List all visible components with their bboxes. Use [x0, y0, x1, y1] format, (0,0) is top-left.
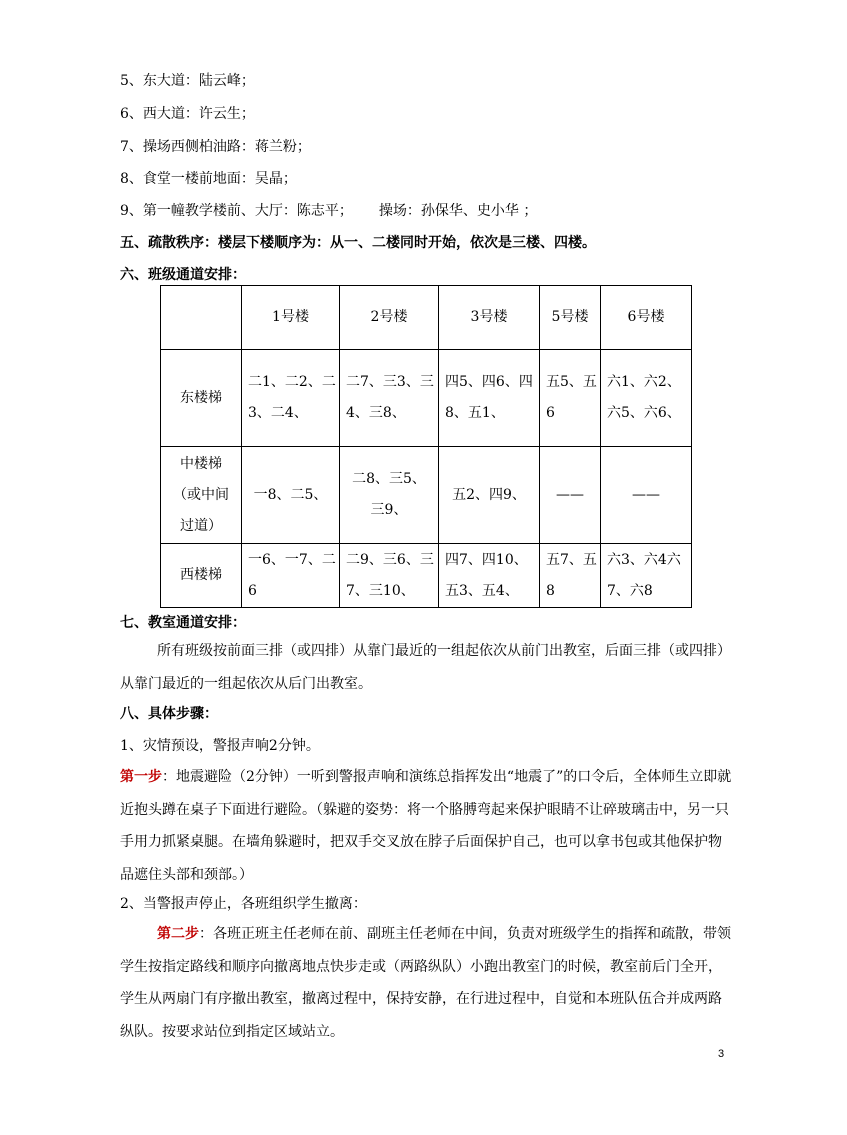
- list-item: 5、东大道：陆云峰；: [120, 73, 255, 89]
- page-number: 3: [718, 1048, 725, 1060]
- class-route-table: [160, 285, 692, 608]
- table-cell: 六3、六4六7、六8: [601, 544, 692, 608]
- table-header-cell: 3号楼: [439, 286, 540, 350]
- table-cell: ——: [601, 447, 692, 544]
- table-cell: 四7、四10、五3、五4、: [439, 544, 540, 608]
- table-header-cell: 2号楼: [340, 286, 439, 350]
- table-header-cell: [161, 286, 242, 350]
- paragraph-classroom-routes: 所有班级按前面三排（或四排）从靠门最近的一组起依次从前门出教室，后面三排（或四排）从靠门最近的一组起依次从后门出教室。: [120, 643, 731, 692]
- table-row: [161, 350, 692, 447]
- heading-steps: 八、具体步骤：: [120, 706, 218, 722]
- table-cell: 四5、四6、四8、五1、: [439, 350, 540, 447]
- step2-paragraph: [120, 918, 735, 1048]
- heading-classroom-routes: 七、教室通道安排：: [120, 615, 246, 631]
- step1-paragraph: [120, 761, 735, 891]
- table-cell: 二1、二2、二3、二4、: [242, 350, 340, 447]
- step2-label: 第二步: [157, 926, 199, 942]
- table-cell: ——: [540, 447, 601, 544]
- step1-text: ：地震避险（2分钟）一听到警报声响和演练总指挥发出“地震了”的口令后，全体师生立即就近抱头蹲在桌子下面进行避险。（躲避的姿势：将一个胳膊弯起来保护眼睛不让碎玻璃击中，另一只手用力抓紧桌腿。在墙角躲避时，把双手交叉放在脖子后面保护自己，也可以拿书包或其他保护物品遮住头部和颈部。）: [120, 769, 732, 883]
- table-row-label: 东楼梯: [161, 350, 242, 447]
- table-header-row: [161, 286, 692, 350]
- step2-intro: 2、当警报声停止，各班组织学生撤离：: [120, 896, 367, 912]
- table-cell: 一6、一7、二6: [242, 544, 340, 608]
- table-cell: 五2、四9、: [439, 447, 540, 544]
- table-row-label: 西楼梯: [161, 544, 242, 608]
- step2-text: ：各班正班主任老师在前、副班主任老师在中间，负责对班级学生的指挥和疏散，带领学生按指定路线和顺序向撤离地点快步走或（两路纵队）小跑出教室门的时候，教室前后门全开，学生从两扇门有序撤出教室，撤离过程中，保持安静，在行进过程中，自觉和本班队伍合并成两路纵队。按要求站位到指定区域站立。: [120, 926, 731, 1040]
- step1-label: 第一步: [120, 769, 162, 785]
- table-header-cell: 5号楼: [540, 286, 601, 350]
- step1-intro: 1、灾情预设，警报声响2分钟。: [120, 738, 320, 754]
- table-cell: 一8、二5、: [242, 447, 340, 544]
- table-header-cell: 6号楼: [601, 286, 692, 350]
- list-item: 7、操场西侧柏油路：蒋兰粉；: [120, 139, 311, 155]
- heading-evacuation-order: 五、疏散秩序：楼层下楼顺序为：从一、二楼同时开始，依次是三楼、四楼。: [120, 235, 596, 251]
- list-item: [120, 200, 537, 220]
- table-cell: 二7、三3、三4、三8、: [340, 350, 439, 447]
- heading-class-routes: 六、班级通道安排：: [120, 267, 246, 283]
- table-header-cell: 1号楼: [242, 286, 340, 350]
- list-item: 6、西大道：许云生；: [120, 106, 255, 122]
- table-cell: 五7、五8: [540, 544, 601, 608]
- table-row: [161, 447, 692, 544]
- table-row: [161, 544, 692, 608]
- list-item-text: 9、第一幢教学楼前、大厅：陈志平；: [120, 203, 353, 219]
- table-cell: 六1、六2、六5、六6、: [601, 350, 692, 447]
- table-cell: 五5、五6: [540, 350, 601, 447]
- list-item-text: 操场：孙保华、史小华 ；: [378, 203, 538, 219]
- table-cell: 二9、三6、三7、三10、: [340, 544, 439, 608]
- table-row-label: 中楼梯（或中间过道）: [161, 447, 242, 544]
- list-item: 8、食堂一楼前地面：吴晶；: [120, 171, 297, 187]
- table-cell: 二8、三5、三9、: [340, 447, 439, 544]
